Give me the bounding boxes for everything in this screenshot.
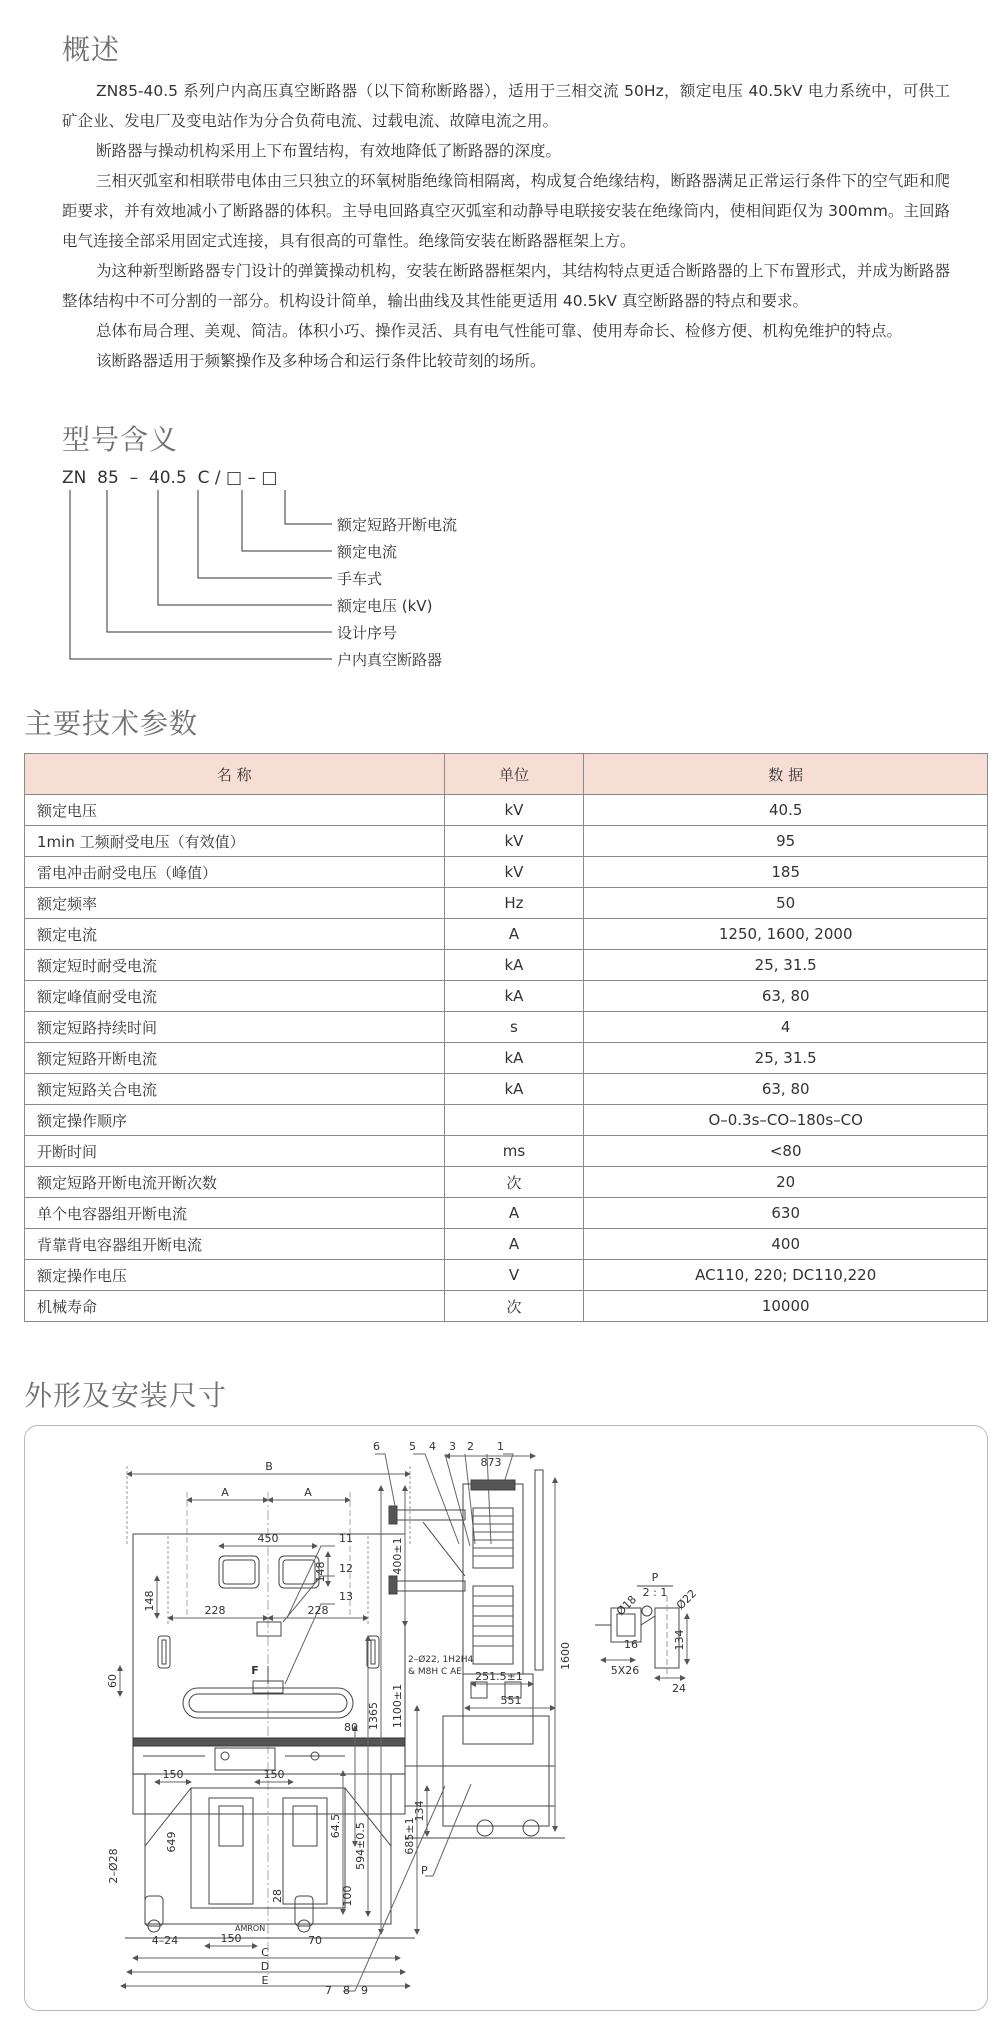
column-header-unit: 单位 bbox=[444, 754, 584, 795]
param-name-cell: 额定短时耐受电流 bbox=[25, 950, 445, 981]
param-value-cell: 63, 80 bbox=[584, 1074, 988, 1105]
drawing-panel bbox=[24, 1425, 988, 2011]
overview-paragraph: 断路器与操动机构采用上下布置结构，有效地降低了断路器的深度。 bbox=[96, 142, 562, 160]
dim-label: 148 bbox=[143, 1590, 156, 1612]
param-value-cell: O–0.3s–CO–180s–CO bbox=[584, 1105, 988, 1136]
param-unit-cell: Hz bbox=[444, 888, 584, 919]
param-unit-cell: A bbox=[444, 919, 584, 950]
drawing-title: 外形及安装尺寸 bbox=[24, 1379, 228, 1412]
dimension-drawing bbox=[25, 1426, 987, 2010]
param-value-cell: 25, 31.5 bbox=[584, 950, 988, 981]
dim-label: 60 bbox=[106, 1674, 119, 1688]
part-number: 7 bbox=[325, 1984, 332, 1997]
part-number: 8 bbox=[343, 1984, 350, 1997]
dim-label: 649 bbox=[165, 1831, 178, 1853]
dim-label: 251.5±1 bbox=[475, 1670, 523, 1683]
dim-label: P bbox=[651, 1571, 659, 1584]
param-value-cell: <80 bbox=[584, 1136, 988, 1167]
param-value-cell: 10000 bbox=[584, 1291, 988, 1322]
model-label: 额定电流 bbox=[337, 543, 398, 561]
param-value-cell: 630 bbox=[584, 1198, 988, 1229]
param-unit-cell: A bbox=[444, 1229, 584, 1260]
dim-label: 16 bbox=[624, 1638, 638, 1651]
dim-label: 551 bbox=[500, 1694, 522, 1707]
dim-label: B bbox=[265, 1460, 273, 1473]
param-value-cell: 4 bbox=[584, 1012, 988, 1043]
param-name-cell: 额定电压 bbox=[25, 795, 445, 826]
param-unit-cell: kA bbox=[444, 981, 584, 1012]
dim-label: 148 bbox=[314, 1561, 327, 1583]
params-title: 主要技术参数 bbox=[24, 707, 199, 740]
dim-label: 873 bbox=[480, 1456, 502, 1469]
part-number: 5 bbox=[409, 1440, 416, 1453]
table-row bbox=[25, 1229, 988, 1260]
param-name-cell: 额定峰值耐受电流 bbox=[25, 981, 445, 1012]
model-label: 额定短路开断电流 bbox=[337, 516, 458, 534]
dim-label: 5X26 bbox=[610, 1664, 640, 1677]
param-value-cell: 95 bbox=[584, 826, 988, 857]
column-header-value: 数 据 bbox=[584, 754, 988, 795]
dim-label: A bbox=[304, 1486, 312, 1499]
table-row bbox=[25, 919, 988, 950]
param-name-cell: 额定频率 bbox=[25, 888, 445, 919]
overview-paragraph: ZN85-40.5 系列户内高压真空断路器（以下简称断路器），适用于三相交流 50Hz，额定电压 40.5kV 电力系统中，可供工矿企业、发电厂及变电站作为分合负荷电流、过载电流、故障电流之用。 bbox=[62, 82, 950, 130]
table-row bbox=[25, 1012, 988, 1043]
dim-label: 150 bbox=[162, 1768, 184, 1781]
table-row bbox=[25, 1167, 988, 1198]
dim-label: D bbox=[260, 1960, 270, 1973]
param-name-cell: 额定操作顺序 bbox=[25, 1105, 445, 1136]
model-label: 手车式 bbox=[337, 570, 383, 588]
model-label: 额定电压 (kV) bbox=[337, 597, 433, 615]
param-unit-cell: kA bbox=[444, 1074, 584, 1105]
param-value-cell: 185 bbox=[584, 857, 988, 888]
table-row bbox=[25, 1043, 988, 1074]
part-number: 3 bbox=[449, 1440, 456, 1453]
param-value-cell: 400 bbox=[584, 1229, 988, 1260]
dim-label: 150 bbox=[220, 1932, 242, 1945]
table-row bbox=[25, 1291, 988, 1322]
param-name-cell: 背靠背电容器组开断电流 bbox=[25, 1229, 445, 1260]
dim-label: A bbox=[221, 1486, 229, 1499]
param-value-cell: AC110, 220; DC110,220 bbox=[584, 1260, 988, 1291]
param-unit-cell: A bbox=[444, 1198, 584, 1229]
dim-label: 80 bbox=[344, 1721, 358, 1734]
part-number: 1 bbox=[497, 1440, 504, 1453]
table-row bbox=[25, 1105, 988, 1136]
param-unit-cell: kV bbox=[444, 795, 584, 826]
param-unit-cell: s bbox=[444, 1012, 584, 1043]
param-value-cell: 1250, 1600, 2000 bbox=[584, 919, 988, 950]
overview-title: 概述 bbox=[62, 33, 121, 66]
dim-label: 685±1 bbox=[403, 1817, 416, 1855]
part-number: 6 bbox=[373, 1440, 380, 1453]
part-number: 9 bbox=[361, 1984, 368, 1997]
dim-label: Ø22 bbox=[673, 1586, 700, 1613]
dim-label: 1100±1 bbox=[391, 1683, 404, 1729]
param-name-cell: 额定操作电压 bbox=[25, 1260, 445, 1291]
model-label: 设计序号 bbox=[337, 624, 398, 642]
table-row bbox=[25, 981, 988, 1012]
table-row bbox=[25, 826, 988, 857]
overview-paragraph: 三相灭弧室和相联带电体由三只独立的环氧树脂绝缘筒相隔离，构成复合绝缘结构，断路器满足正常运行条件下的空气距和爬距要求，并有效地减小了断路器的体积。主导电回路真空灭弧室和动静导电联接安装在绝缘筒内，使相间距仅为 300mm。主回路电气连接全部采用固定式连接，具有很高的可靠性。绝缘筒安装在断路器框架上方。 bbox=[62, 172, 950, 250]
param-name-cell: 1min 工频耐受电压（有效值） bbox=[25, 826, 445, 857]
dim-label: 228 bbox=[204, 1604, 226, 1617]
dim-label: P bbox=[421, 1864, 428, 1877]
param-name-cell: 开断时间 bbox=[25, 1136, 445, 1167]
table-row bbox=[25, 1260, 988, 1291]
params-table bbox=[24, 753, 988, 1322]
dim-label: 2–Ø28 bbox=[107, 1848, 120, 1884]
table-row bbox=[25, 950, 988, 981]
part-number: 12 bbox=[339, 1562, 353, 1575]
part-number: 2 bbox=[467, 1440, 474, 1453]
table-row bbox=[25, 888, 988, 919]
overview-paragraph: 该断路器适用于频繁操作及多种场合和运行条件比较苛刻的场所。 bbox=[96, 352, 546, 370]
param-unit-cell: 次 bbox=[444, 1167, 584, 1198]
param-unit-cell: kV bbox=[444, 857, 584, 888]
param-name-cell: 单个电容器组开断电流 bbox=[25, 1198, 445, 1229]
dim-label: 400±1 bbox=[391, 1537, 404, 1575]
dim-label: 150 bbox=[263, 1768, 285, 1781]
param-value-cell: 50 bbox=[584, 888, 988, 919]
table-row bbox=[25, 1074, 988, 1105]
param-unit-cell: kA bbox=[444, 950, 584, 981]
dim-label: 228 bbox=[307, 1604, 329, 1617]
param-unit-cell: V bbox=[444, 1260, 584, 1291]
table-row bbox=[25, 857, 988, 888]
dim-label: 4–24 bbox=[151, 1934, 179, 1947]
note-text: 2–Ø22, 1H2H4 bbox=[408, 1655, 474, 1665]
table-header-row bbox=[25, 754, 988, 795]
dim-label: 594±0.5 bbox=[354, 1822, 367, 1870]
overview-paragraph: 为这种新型断路器专门设计的弹簧操动机构，安装在断路器框架内，其结构特点更适合断路器的上下布置形式，并成为断路器整体结构中不可分割的一部分。机构设计简单，输出曲线及其性能更适用 40.5kV 真空断路器的特点和要求。 bbox=[62, 262, 950, 310]
dim-label: 134 bbox=[673, 1629, 686, 1651]
table-row bbox=[25, 1198, 988, 1229]
param-unit-cell: kA bbox=[444, 1043, 584, 1074]
param-value-cell: 25, 31.5 bbox=[584, 1043, 988, 1074]
param-value-cell: 40.5 bbox=[584, 795, 988, 826]
dim-label: C bbox=[261, 1946, 269, 1959]
param-name-cell: 额定短路开断电流 bbox=[25, 1043, 445, 1074]
dim-label: F bbox=[251, 1664, 259, 1677]
model-code: ZN 85 – 40.5 C / □ – □ bbox=[62, 468, 278, 488]
param-value-cell: 63, 80 bbox=[584, 981, 988, 1012]
param-unit-cell: kV bbox=[444, 826, 584, 857]
part-number: 4 bbox=[429, 1440, 436, 1453]
param-name-cell: 额定短路开断电流开断次数 bbox=[25, 1167, 445, 1198]
dim-label: Ø18 bbox=[613, 1592, 640, 1619]
model-title: 型号含义 bbox=[62, 423, 179, 456]
dim-label: 64.5 bbox=[329, 1813, 342, 1839]
param-name-cell: 机械寿命 bbox=[25, 1291, 445, 1322]
dim-label: 28 bbox=[271, 1889, 284, 1903]
logo-text: AMRON bbox=[235, 1924, 266, 1933]
dim-label: 70 bbox=[308, 1934, 322, 1947]
dim-label: E bbox=[261, 1974, 269, 1987]
dim-label: 450 bbox=[257, 1532, 279, 1545]
param-unit-cell bbox=[444, 1105, 584, 1136]
dim-label: 1600 bbox=[559, 1642, 572, 1670]
overview-text bbox=[62, 76, 950, 376]
param-value-cell: 20 bbox=[584, 1167, 988, 1198]
dim-label: 24 bbox=[672, 1682, 686, 1695]
param-unit-cell: ms bbox=[444, 1136, 584, 1167]
dim-label: 134 bbox=[413, 1800, 426, 1822]
overview-paragraph: 总体布局合理、美观、简洁。体积小巧、操作灵活、具有电气性能可靠、使用寿命长、检修方便、机构免维护的特点。 bbox=[96, 322, 903, 340]
dim-label: 1365 bbox=[367, 1702, 380, 1730]
part-number: 13 bbox=[339, 1590, 353, 1603]
dim-label: 100 bbox=[341, 1885, 354, 1907]
param-name-cell: 额定短路持续时间 bbox=[25, 1012, 445, 1043]
table-row bbox=[25, 795, 988, 826]
table-row bbox=[25, 1136, 988, 1167]
param-name-cell: 额定电流 bbox=[25, 919, 445, 950]
param-name-cell: 雷电冲击耐受电压（峰值） bbox=[25, 857, 445, 888]
part-number: 11 bbox=[339, 1532, 353, 1545]
note-text: & M8H C AE bbox=[408, 1667, 462, 1677]
dim-label: 2 : 1 bbox=[642, 1586, 668, 1599]
model-label: 户内真空断路器 bbox=[337, 651, 443, 669]
column-header-name: 名 称 bbox=[25, 754, 445, 795]
param-name-cell: 额定短路关合电流 bbox=[25, 1074, 445, 1105]
param-unit-cell: 次 bbox=[444, 1291, 584, 1322]
